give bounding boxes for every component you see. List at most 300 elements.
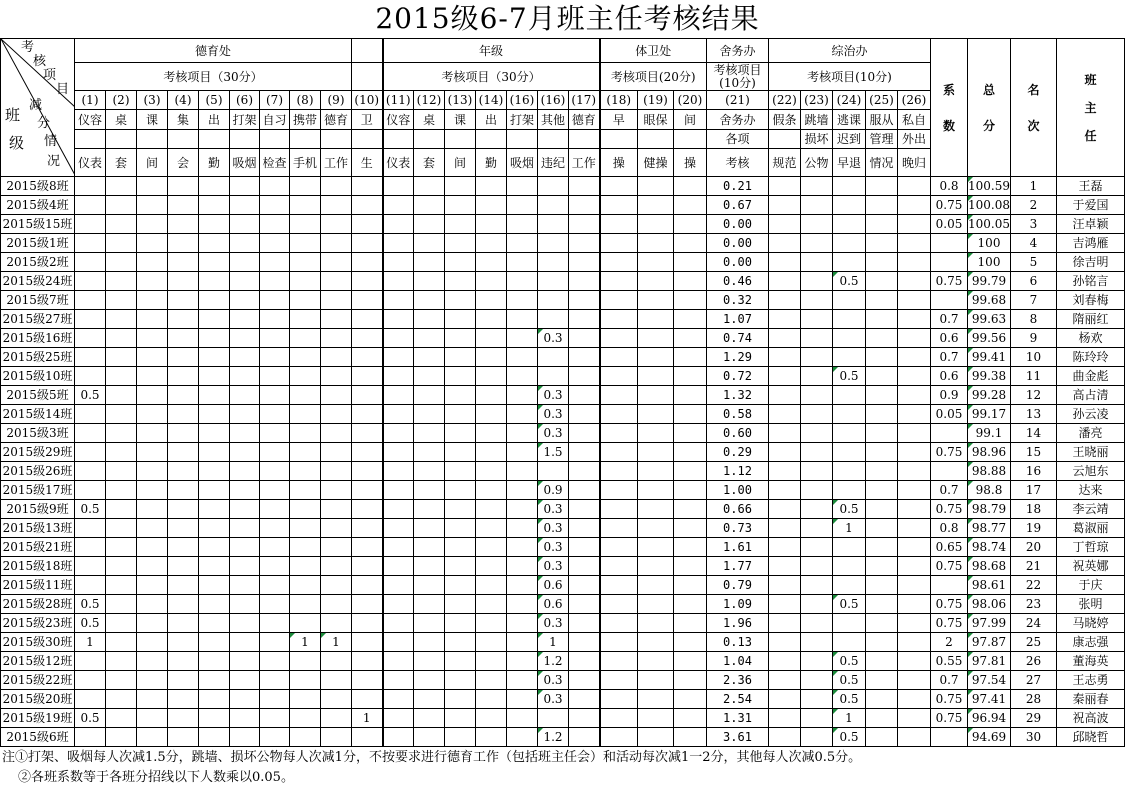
deduction-cell (321, 481, 352, 500)
deduction-cell: 1 (538, 633, 569, 652)
table-row (1, 234, 1125, 253)
item-label (199, 130, 230, 149)
empty-cell (638, 177, 674, 196)
corner-label: 考 (21, 40, 35, 55)
empty-cell (168, 595, 199, 614)
empty-cell (898, 348, 931, 367)
item-label: 私自 (898, 110, 931, 130)
deduction-cell (352, 443, 383, 462)
empty-cell (569, 652, 600, 671)
rank: 26 (1011, 652, 1057, 671)
empty-cell (898, 405, 931, 424)
empty-cell (383, 633, 414, 652)
empty-cell (674, 272, 707, 291)
deduction-cell: 0.3 (538, 500, 569, 519)
empty-cell (476, 614, 507, 633)
rank: 4 (1011, 234, 1057, 253)
empty-cell (230, 576, 260, 595)
class-name: 2015级13班 (1, 519, 75, 538)
empty-cell (168, 652, 199, 671)
empty-cell (476, 500, 507, 519)
table-row (1, 576, 1125, 595)
empty-cell (569, 614, 600, 633)
empty-cell (600, 633, 638, 652)
empty-cell (168, 253, 199, 272)
empty-cell (569, 481, 600, 500)
empty-cell (769, 253, 801, 272)
deduction-cell (321, 234, 352, 253)
empty-cell (106, 348, 137, 367)
empty-cell (801, 633, 833, 652)
coef-header: 系 数 (931, 39, 968, 177)
empty-cell (569, 196, 600, 215)
empty-cell (168, 500, 199, 519)
empty-cell (898, 690, 931, 709)
empty-cell (445, 576, 476, 595)
coefficient: 0.05 (931, 405, 968, 424)
empty-cell (199, 462, 230, 481)
class-name: 2015级2班 (1, 253, 75, 272)
table-row (1, 633, 1125, 652)
empty-cell (569, 291, 600, 310)
empty-cell (383, 557, 414, 576)
empty-cell (638, 196, 674, 215)
deduction-cell (352, 310, 383, 329)
deduction-cell (321, 690, 352, 709)
empty-cell (866, 690, 898, 709)
empty-cell (898, 443, 931, 462)
empty-cell (476, 234, 507, 253)
rank: 19 (1011, 519, 1057, 538)
empty-cell (866, 709, 898, 728)
teacher-name: 董海英 (1057, 652, 1125, 671)
empty-cell (137, 291, 168, 310)
item-label: 手机 (290, 149, 321, 177)
item-label: 出 (476, 110, 507, 130)
empty-cell (260, 177, 290, 196)
empty-cell (445, 519, 476, 538)
empty-cell (106, 728, 137, 747)
empty-cell (769, 443, 801, 462)
empty-cell (866, 367, 898, 386)
note-1: 注①打架、吸烟每人次减1.5分，跳墙、损坏公物每人次减1分，不按要求进行德育工作（包括班主任会）和活动每次减1一2分，其他每人次减0.5分。 (2, 750, 862, 765)
empty-cell (507, 633, 538, 652)
deduction-cell (75, 177, 106, 196)
deduction-cell: 1 (321, 633, 352, 652)
empty-cell (898, 728, 931, 747)
dorm-score: 0.00 (707, 234, 769, 253)
item-label (230, 130, 260, 149)
empty-cell (769, 234, 801, 253)
deduction-cell: 0.5 (75, 500, 106, 519)
empty-cell (898, 633, 931, 652)
item-label (321, 130, 352, 149)
empty-cell (199, 557, 230, 576)
empty-cell (866, 196, 898, 215)
empty-cell (168, 576, 199, 595)
item-number: (16) (538, 91, 569, 110)
class-name: 2015级11班 (1, 576, 75, 595)
table-row (1, 652, 1125, 671)
empty-cell (898, 519, 931, 538)
empty-cell (600, 443, 638, 462)
empty-cell (569, 386, 600, 405)
empty-cell (674, 196, 707, 215)
dorm-score: 0.00 (707, 253, 769, 272)
empty-cell (801, 538, 833, 557)
empty-cell (199, 595, 230, 614)
dorm-score: 1.32 (707, 386, 769, 405)
item-label: 检查 (260, 149, 290, 177)
empty-cell (137, 329, 168, 348)
teacher-name: 高占清 (1057, 386, 1125, 405)
empty-cell (445, 291, 476, 310)
deduction-cell (833, 424, 866, 443)
empty-cell (137, 443, 168, 462)
empty-cell (769, 481, 801, 500)
empty-cell (898, 196, 931, 215)
empty-cell (898, 652, 931, 671)
deduction-cell (290, 481, 321, 500)
class-name: 2015级28班 (1, 595, 75, 614)
empty-cell (383, 709, 414, 728)
empty-cell (230, 424, 260, 443)
empty-cell (414, 557, 445, 576)
empty-cell (445, 614, 476, 633)
empty-cell (414, 709, 445, 728)
deduction-cell (321, 291, 352, 310)
empty-cell (383, 405, 414, 424)
empty-cell (260, 500, 290, 519)
empty-cell (137, 557, 168, 576)
deduction-cell (833, 291, 866, 310)
empty-cell (569, 310, 600, 329)
deduction-cell (321, 367, 352, 386)
empty-cell (230, 253, 260, 272)
coefficient: 0.75 (931, 709, 968, 728)
table-row (1, 386, 1125, 405)
empty-cell (137, 424, 168, 443)
empty-cell (638, 291, 674, 310)
item-label (260, 130, 290, 149)
dorm-score: 0.73 (707, 519, 769, 538)
empty-cell (445, 234, 476, 253)
coefficient: 0.7 (931, 310, 968, 329)
deduction-cell (352, 196, 383, 215)
deduction-cell (352, 177, 383, 196)
deduction-cell: 0.3 (538, 690, 569, 709)
empty-cell (230, 481, 260, 500)
class-name: 2015级17班 (1, 481, 75, 500)
empty-cell (801, 576, 833, 595)
teacher-name: 祝高波 (1057, 709, 1125, 728)
deduction-cell: 1.5 (538, 443, 569, 462)
empty-cell (199, 538, 230, 557)
empty-cell (383, 500, 414, 519)
corner-label: 减 (29, 98, 43, 113)
empty-cell (414, 367, 445, 386)
empty-cell (600, 557, 638, 576)
empty-cell (801, 348, 833, 367)
empty-cell (769, 386, 801, 405)
teacher-name: 隋丽红 (1057, 310, 1125, 329)
empty-cell (674, 500, 707, 519)
class-name: 2015级30班 (1, 633, 75, 652)
empty-cell (414, 481, 445, 500)
item-label: 德育 (569, 110, 600, 130)
item-label: 操 (600, 149, 638, 177)
empty-cell (260, 234, 290, 253)
item-number: (23) (801, 91, 833, 110)
deduction-cell: 0.6 (538, 576, 569, 595)
rank: 23 (1011, 595, 1057, 614)
rank: 29 (1011, 709, 1057, 728)
dorm-score: 0.46 (707, 272, 769, 291)
table-row (1, 709, 1125, 728)
empty-cell (414, 424, 445, 443)
deduction-cell (290, 709, 321, 728)
empty-cell (769, 329, 801, 348)
item-label: 打架 (230, 110, 260, 130)
empty-cell (260, 519, 290, 538)
item-label: 吸烟 (507, 149, 538, 177)
empty-cell (260, 291, 290, 310)
rank: 17 (1011, 481, 1057, 500)
deduction-cell (833, 538, 866, 557)
total-score: 100 (968, 234, 1011, 253)
deduction-cell (75, 671, 106, 690)
empty-cell (801, 500, 833, 519)
empty-cell (168, 386, 199, 405)
empty-cell (106, 690, 137, 709)
empty-cell (414, 177, 445, 196)
deduction-cell (352, 728, 383, 747)
empty-cell (476, 576, 507, 595)
item-label: 管理 (866, 130, 898, 149)
total-score: 99.38 (968, 367, 1011, 386)
empty-cell (569, 500, 600, 519)
empty-cell (168, 728, 199, 747)
deduction-cell (538, 215, 569, 234)
empty-cell (638, 538, 674, 557)
deduction-cell (321, 253, 352, 272)
deduction-cell (352, 576, 383, 595)
empty-cell (445, 538, 476, 557)
deduction-cell: 1.2 (538, 728, 569, 747)
deduction-cell (321, 424, 352, 443)
dorm-score: 0.74 (707, 329, 769, 348)
empty-cell (230, 177, 260, 196)
empty-cell (106, 576, 137, 595)
empty-cell (507, 367, 538, 386)
deduction-cell (321, 196, 352, 215)
teacher-name: 康志强 (1057, 633, 1125, 652)
teacher-name: 王磊 (1057, 177, 1125, 196)
empty-cell (260, 310, 290, 329)
class-name: 2015级27班 (1, 310, 75, 329)
empty-cell (674, 310, 707, 329)
empty-cell (168, 709, 199, 728)
empty-cell (445, 405, 476, 424)
empty-cell (866, 234, 898, 253)
deduction-cell (352, 652, 383, 671)
empty-cell (106, 215, 137, 234)
class-name: 2015级18班 (1, 557, 75, 576)
table-row (1, 595, 1125, 614)
item-label: 课 (137, 110, 168, 130)
empty-cell (600, 196, 638, 215)
empty-cell (445, 272, 476, 291)
empty-cell (476, 519, 507, 538)
class-name: 2015级12班 (1, 652, 75, 671)
deduction-cell (352, 614, 383, 633)
item-label: 课 (445, 110, 476, 130)
empty-cell (230, 272, 260, 291)
empty-cell (199, 576, 230, 595)
item-label: 间 (674, 110, 707, 130)
item-label: 早退 (833, 149, 866, 177)
empty-cell (801, 234, 833, 253)
empty-cell (801, 329, 833, 348)
item-label: 操 (674, 149, 707, 177)
empty-cell (769, 348, 801, 367)
rank: 15 (1011, 443, 1057, 462)
empty-cell (383, 462, 414, 481)
empty-cell (638, 500, 674, 519)
empty-cell (674, 709, 707, 728)
deduction-cell (352, 272, 383, 291)
empty-cell (137, 348, 168, 367)
class-name: 2015级26班 (1, 462, 75, 481)
empty-cell (414, 633, 445, 652)
total-score: 98.88 (968, 462, 1011, 481)
table-row (1, 367, 1125, 386)
empty-cell (600, 728, 638, 747)
item-label: 卫 (352, 110, 383, 130)
item-number: (16) (507, 91, 538, 110)
deduction-cell (75, 310, 106, 329)
deduction-cell (352, 500, 383, 519)
class-name: 2015级1班 (1, 234, 75, 253)
empty-cell (168, 481, 199, 500)
table-row (1, 310, 1125, 329)
deduction-cell (75, 576, 106, 595)
coefficient (931, 253, 968, 272)
empty-cell (199, 652, 230, 671)
empty-cell (230, 215, 260, 234)
empty-cell (569, 329, 600, 348)
note-2: ②各班系数等于各班分招线以下人数乘以0.05。 (18, 770, 294, 785)
empty-cell (106, 500, 137, 519)
coefficient: 0.9 (931, 386, 968, 405)
empty-cell (866, 348, 898, 367)
empty-cell (801, 215, 833, 234)
item-number: (14) (476, 91, 507, 110)
empty-cell (476, 405, 507, 424)
empty-cell (230, 348, 260, 367)
class-name: 2015级22班 (1, 671, 75, 690)
empty-cell (106, 633, 137, 652)
class-name: 2015级25班 (1, 348, 75, 367)
empty-cell (260, 443, 290, 462)
deduction-cell (833, 633, 866, 652)
empty-cell (445, 481, 476, 500)
empty-cell (260, 709, 290, 728)
empty-cell (600, 671, 638, 690)
empty-cell (199, 348, 230, 367)
class-name: 2015级21班 (1, 538, 75, 557)
item-number: (21) (707, 91, 769, 110)
empty-cell (866, 462, 898, 481)
deduction-cell (75, 196, 106, 215)
dorm-score: 3.61 (707, 728, 769, 747)
empty-cell (445, 500, 476, 519)
empty-cell (230, 405, 260, 424)
deduction-cell (352, 462, 383, 481)
empty-cell (638, 671, 674, 690)
empty-cell (507, 462, 538, 481)
item-label (168, 130, 199, 149)
empty-cell (600, 500, 638, 519)
empty-cell (507, 329, 538, 348)
empty-cell (199, 500, 230, 519)
deduction-cell (321, 310, 352, 329)
dorm-score: 0.58 (707, 405, 769, 424)
deduction-cell (833, 196, 866, 215)
empty-cell (106, 519, 137, 538)
empty-cell (801, 405, 833, 424)
empty-cell (383, 329, 414, 348)
deduction-cell (538, 462, 569, 481)
class-name: 2015级4班 (1, 196, 75, 215)
empty-cell (674, 291, 707, 310)
deduction-cell (538, 272, 569, 291)
empty-cell (638, 234, 674, 253)
empty-cell (199, 443, 230, 462)
empty-cell (638, 424, 674, 443)
empty-cell (866, 614, 898, 633)
rank: 5 (1011, 253, 1057, 272)
empty-cell (674, 462, 707, 481)
empty-cell (383, 177, 414, 196)
deduction-cell (75, 652, 106, 671)
item-label: 考核 (707, 149, 769, 177)
empty-cell (866, 481, 898, 500)
empty-cell (137, 310, 168, 329)
empty-cell (898, 234, 931, 253)
empty-cell (507, 576, 538, 595)
total-score: 99.68 (968, 291, 1011, 310)
empty-cell (507, 348, 538, 367)
empty-cell (600, 690, 638, 709)
deduction-cell (833, 310, 866, 329)
rank: 7 (1011, 291, 1057, 310)
dorm-score: 1.04 (707, 652, 769, 671)
empty-cell (414, 595, 445, 614)
deduction-cell: 0.3 (538, 405, 569, 424)
empty-cell (507, 614, 538, 633)
empty-cell (106, 443, 137, 462)
item-number: (1) (75, 91, 106, 110)
deduction-cell (321, 652, 352, 671)
deduction-cell: 0.3 (538, 538, 569, 557)
item-label: 逃课 (833, 110, 866, 130)
empty-cell (476, 633, 507, 652)
item-label (600, 130, 638, 149)
empty-cell (199, 424, 230, 443)
deduction-cell: 0.3 (538, 424, 569, 443)
teacher-name: 葛淑丽 (1057, 519, 1125, 538)
